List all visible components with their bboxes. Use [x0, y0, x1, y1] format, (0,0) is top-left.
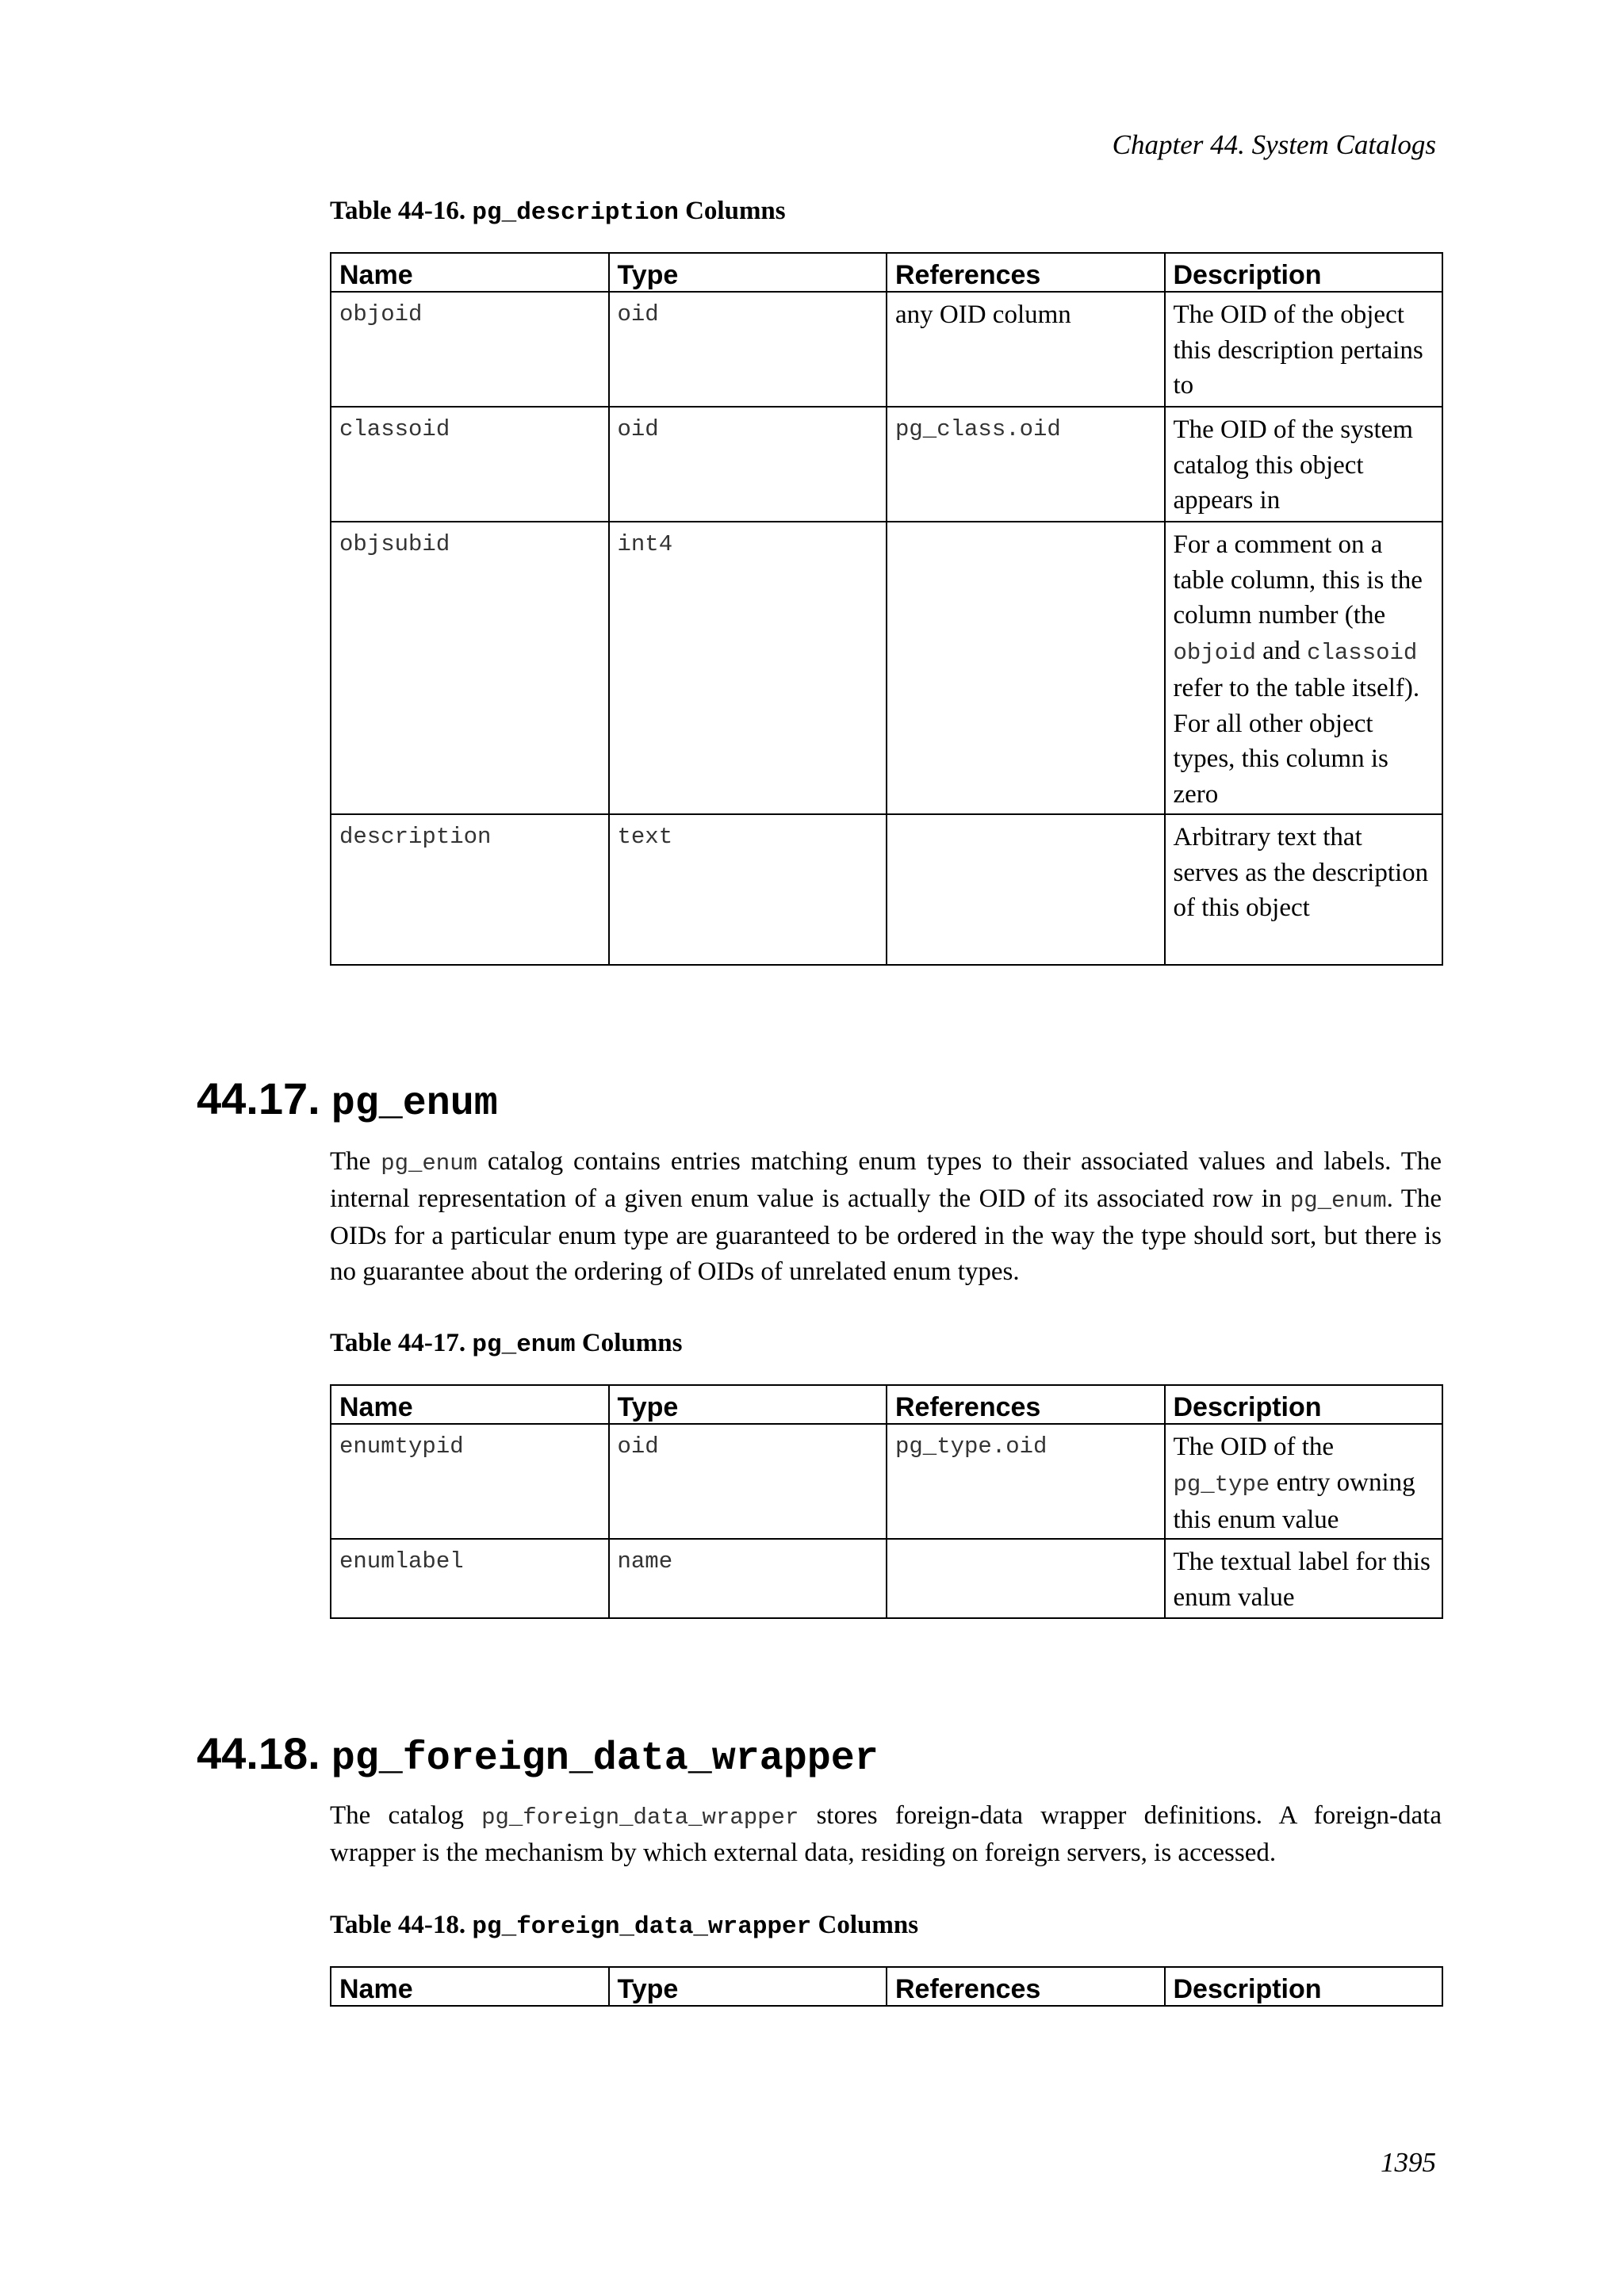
description-text: For a comment on a table column, this is the column number (the	[1173, 530, 1423, 629]
cell-description: The OID of the object this description pertains to	[1165, 292, 1443, 407]
inline-code: pg_enum	[1289, 1188, 1387, 1214]
column-header-references: References	[887, 253, 1165, 292]
column-header-name: Name	[331, 1385, 609, 1424]
column-header-description: Description	[1165, 1967, 1443, 2006]
table-row	[331, 1424, 1442, 1539]
section-heading	[197, 1728, 879, 1781]
table-row	[331, 407, 1442, 522]
cell-type: oid	[609, 1424, 887, 1539]
pg-enum-columns-table	[330, 1384, 1443, 1619]
column-header-references: References	[887, 1385, 1165, 1424]
cell-name: classoid	[331, 407, 609, 522]
paragraph-text: The catalog	[330, 1801, 482, 1830]
cell-references: any OID column	[887, 292, 1165, 407]
paragraph-text: stores foreign-data wrapper definitions. A foreign-data wrapper is the mechanism by which external data, residing on foreign servers, is accessed.	[330, 1801, 1442, 1867]
paragraph-text: catalog contains entries matching enum types to their associated values and labels. The internal representation of a given enum value is actually the OID of its associated row in	[330, 1147, 1442, 1213]
column-header-description: Description	[1165, 1385, 1443, 1424]
page-number: 1395	[1381, 2147, 1436, 2178]
section-heading	[197, 1073, 498, 1127]
inline-code: classoid	[1307, 639, 1418, 666]
table-row	[331, 1539, 1442, 1618]
caption-prefix: Table 44-17.	[330, 1329, 473, 1357]
column-header-name: Name	[331, 253, 609, 292]
inline-code: objoid	[1173, 639, 1256, 666]
cell-name: objoid	[331, 292, 609, 407]
description-text: entry owning this enum value	[1173, 1468, 1415, 1534]
cell-description	[1165, 1424, 1443, 1539]
table-row	[331, 814, 1442, 965]
running-header: Chapter 44. System Catalogs	[1112, 129, 1436, 160]
caption-suffix: Columns	[811, 1911, 919, 1939]
description-text: The OID of the	[1173, 1433, 1335, 1461]
caption-code: pg_enum	[472, 1331, 576, 1359]
section-paragraph	[330, 1798, 1442, 1871]
column-header-type: Type	[609, 1967, 887, 2006]
caption-code: pg_foreign_data_wrapper	[472, 1913, 812, 1941]
cell-description: The textual label for this enum value	[1165, 1539, 1443, 1618]
cell-type: int4	[609, 522, 887, 814]
paragraph-text: . The OIDs for a particular enum type are guaranteed to be ordered in the way the type should sort, but there is no guarantee about the ordering of OIDs of unrelated enum types.	[330, 1184, 1442, 1286]
cell-references	[887, 522, 1165, 814]
section-title: pg_foreign_data_wrapper	[331, 1736, 879, 1781]
cell-type: oid	[609, 407, 887, 522]
table-row	[331, 292, 1442, 407]
cell-type: name	[609, 1539, 887, 1618]
caption-suffix: Columns	[575, 1329, 683, 1357]
cell-name: enumtypid	[331, 1424, 609, 1539]
inline-code: pg_type	[1173, 1471, 1270, 1498]
cell-references: pg_type.oid	[887, 1424, 1165, 1539]
table-row	[331, 522, 1442, 814]
caption-prefix: Table 44-16.	[330, 197, 473, 225]
cell-type: oid	[609, 292, 887, 407]
column-header-name: Name	[331, 1967, 609, 2006]
column-header-type: Type	[609, 253, 887, 292]
cell-name: enumlabel	[331, 1539, 609, 1618]
pg-description-columns-table	[330, 252, 1443, 966]
cell-description: The OID of the system catalog this object appears in	[1165, 407, 1443, 522]
section-paragraph	[330, 1144, 1442, 1290]
cell-name: objsubid	[331, 522, 609, 814]
column-header-type: Type	[609, 1385, 887, 1424]
cell-references: pg_class.oid	[887, 407, 1165, 522]
section-number: 44.18.	[197, 1728, 320, 1778]
column-header-description: Description	[1165, 253, 1443, 292]
table-header-row	[331, 1385, 1442, 1424]
cell-references	[887, 1539, 1165, 1618]
inline-code: pg_foreign_data_wrapper	[481, 1804, 799, 1831]
table-header-row	[331, 1967, 1442, 2006]
section-title: pg_enum	[331, 1081, 498, 1127]
section-number: 44.17.	[197, 1073, 320, 1123]
caption-code: pg_description	[472, 199, 679, 227]
cell-type: text	[609, 814, 887, 965]
table-caption	[330, 1911, 918, 1941]
caption-prefix: Table 44-18.	[330, 1911, 473, 1939]
caption-suffix: Columns	[678, 197, 786, 225]
cell-name: description	[331, 814, 609, 965]
table-header-row	[331, 253, 1442, 292]
column-header-references: References	[887, 1967, 1165, 2006]
paragraph-text: The	[330, 1147, 381, 1176]
description-text: refer to the table itself). For all other object types, this column is zero	[1173, 674, 1420, 809]
inline-code: pg_enum	[381, 1150, 478, 1177]
cell-description	[1165, 522, 1443, 814]
cell-references	[887, 814, 1165, 965]
pg-foreign-data-wrapper-columns-table	[330, 1966, 1443, 2007]
cell-description: Arbitrary text that serves as the description of this object	[1165, 814, 1443, 965]
table-caption	[330, 197, 786, 227]
table-caption	[330, 1329, 682, 1359]
description-text: and	[1255, 636, 1308, 665]
